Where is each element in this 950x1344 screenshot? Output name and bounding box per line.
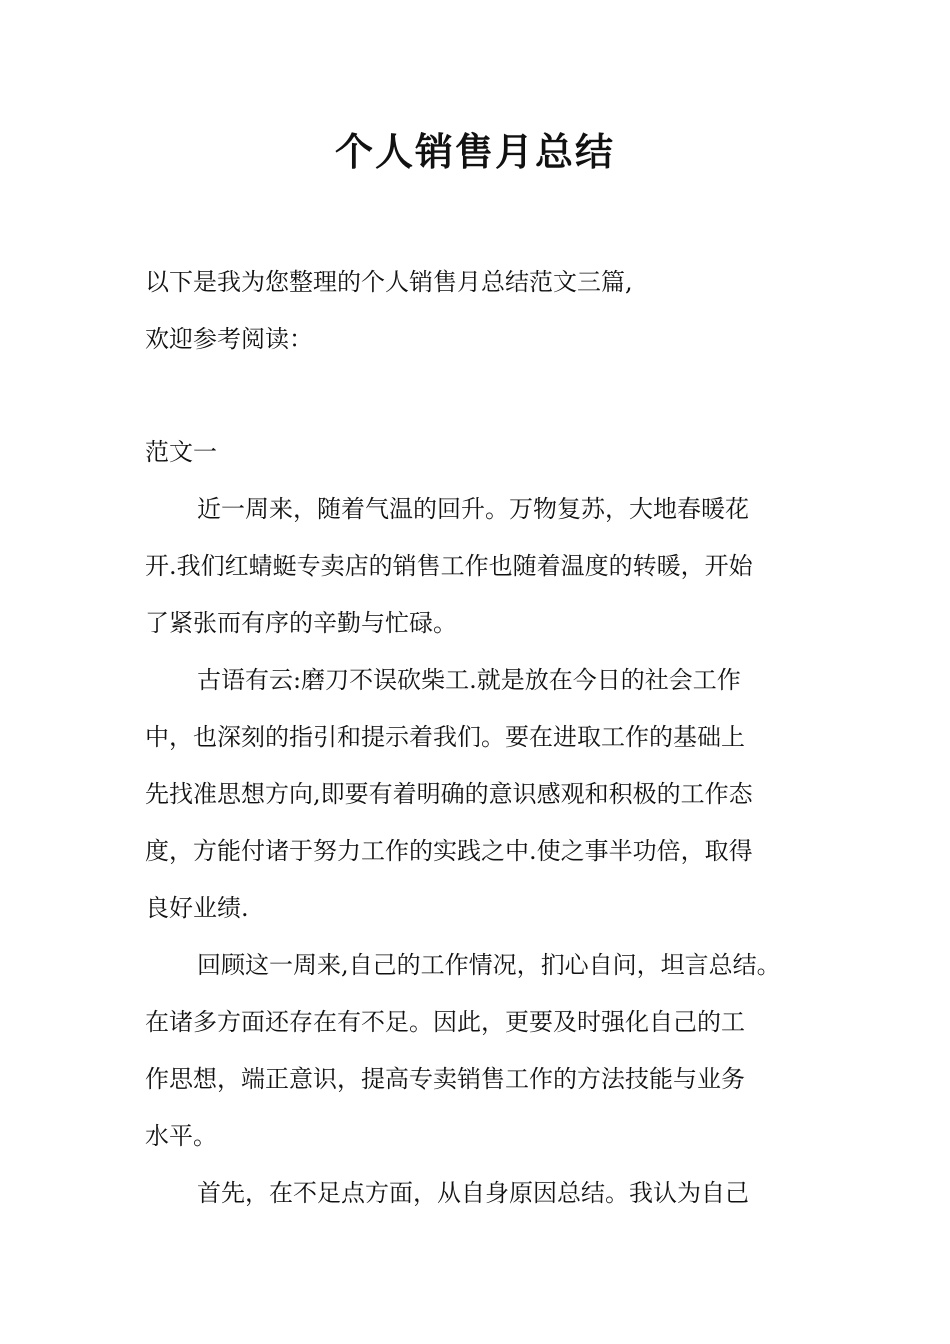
paragraph-3-line-3: 作思想，端正意识，提高专卖销售工作的方法技能与业务 xyxy=(145,1065,745,1093)
paragraph-1-line-3: 了紧张而有序的辛勤与忙碌。 xyxy=(145,609,457,637)
intro-line-1: 以下是我为您整理的个人销售月总结范文三篇, xyxy=(145,268,633,296)
paragraph-2-line-4: 度，方能付诸于努力工作的实践之中.使之事半功倍，取得 xyxy=(145,837,753,865)
paragraph-1-line-2: 开.我们红蜻蜓专卖店的销售工作也随着温度的转暖，开始 xyxy=(145,552,753,580)
paragraph-4-line-1: 首先，在不足点方面，从自身原因总结。我认为自己 xyxy=(197,1179,749,1207)
page-title: 个人销售月总结 xyxy=(334,129,615,174)
paragraph-3-line-2: 在诸多方面还存在有不足。因此，更要及时强化自己的工 xyxy=(145,1008,745,1036)
paragraph-2-line-5: 良好业绩. xyxy=(145,894,249,922)
paragraph-3-line-1: 回顾这一周来,自己的工作情况，扪心自问，坦言总结。 xyxy=(197,951,781,979)
intro-line-2: 欢迎参考阅读： xyxy=(145,325,313,353)
paragraph-2-line-1: 古语有云:磨刀不误砍柴工.就是放在今日的社会工作 xyxy=(197,666,741,694)
paragraph-2-line-2: 中，也深刻的指引和提示着我们。要在进取工作的基础上 xyxy=(145,723,745,751)
paragraph-2-line-3: 先找准思想方向,即要有着明确的意识感观和积极的工作态 xyxy=(145,780,753,808)
paragraph-1-line-1: 近一周来，随着气温的回升。万物复苏，大地春暖花 xyxy=(197,495,749,523)
section-heading: 范文一 xyxy=(145,438,217,466)
paragraph-3-line-4: 水平。 xyxy=(145,1122,217,1150)
